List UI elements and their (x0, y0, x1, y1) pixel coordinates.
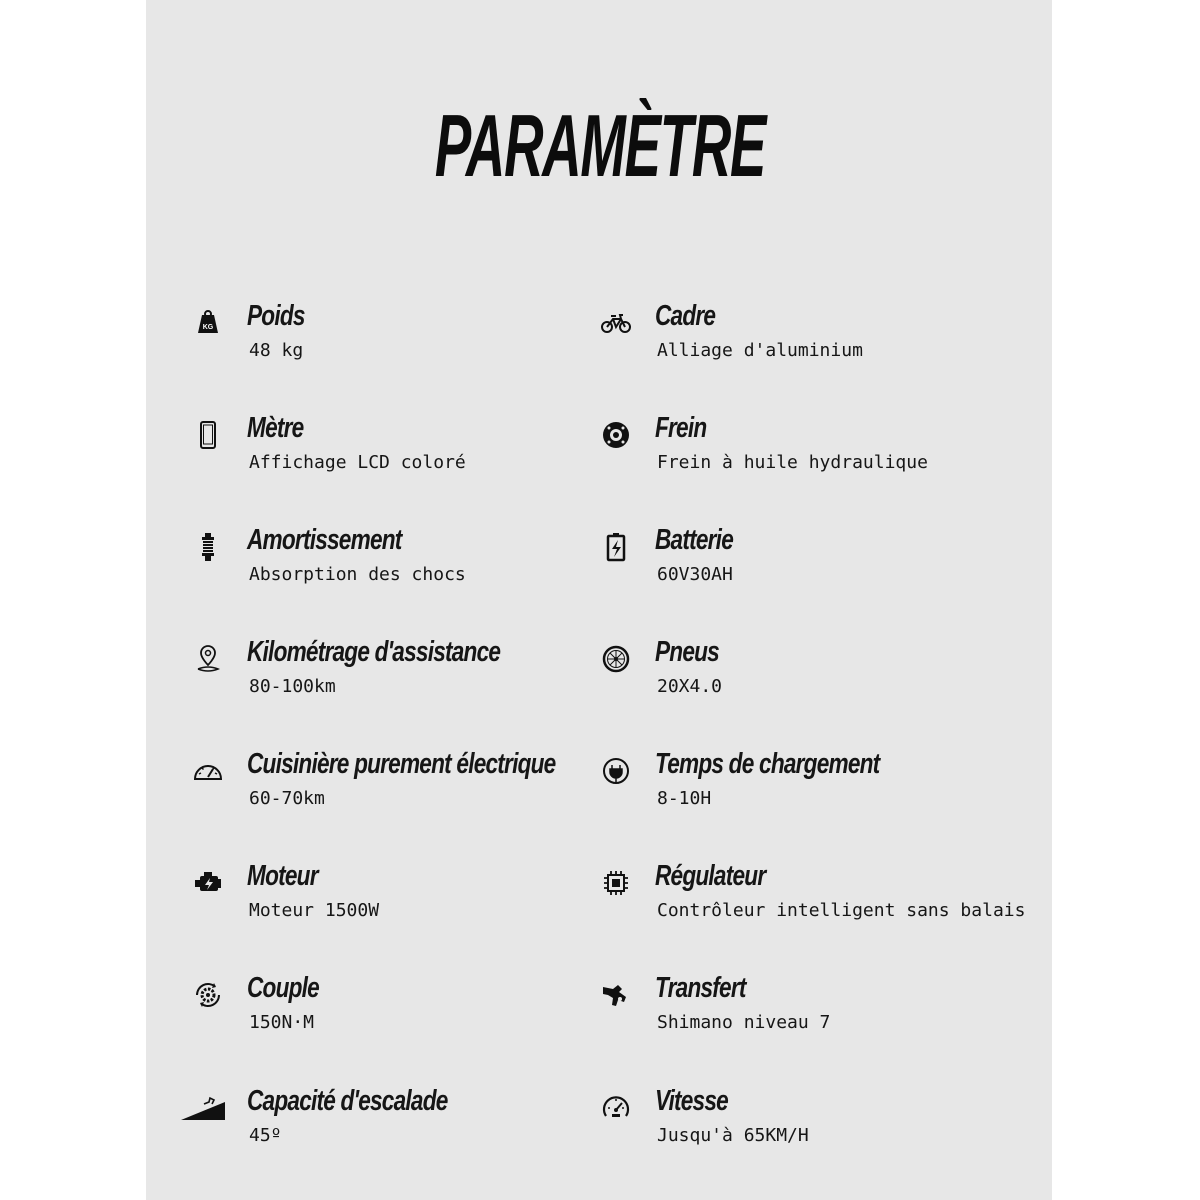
spec-item-motor (190, 860, 610, 945)
spec-label: Couple (247, 972, 319, 1004)
spec-value: Jusqu'à 65KM/H (657, 1125, 809, 1146)
torque-gear-icon (190, 977, 226, 1013)
brake-disc-icon (598, 417, 634, 453)
spec-item-meter (190, 412, 610, 497)
derailleur-icon (598, 977, 634, 1013)
spec-value: Contrôleur intelligent sans balais (657, 900, 1026, 921)
spec-value: Absorption des chocs (249, 564, 466, 585)
spec-item-controller (598, 860, 1026, 945)
svg-text:KG: KG (202, 324, 214, 331)
spec-value: Affichage LCD coloré (249, 452, 466, 473)
spec-item-tires (598, 636, 1018, 721)
spec-item-frame (598, 300, 1018, 385)
spec-value: Moteur 1500W (249, 900, 380, 921)
battery-icon (598, 529, 634, 565)
spec-label: Moteur (247, 860, 318, 892)
motor-icon (190, 865, 226, 901)
shock-absorber-icon (190, 529, 226, 565)
spec-value: 80-100km (249, 676, 336, 697)
spec-label: Cuisinière purement électrique (247, 748, 556, 780)
spec-label: Vitesse (655, 1085, 728, 1117)
weight-icon (190, 305, 226, 341)
spec-value: 60-70km (249, 788, 325, 809)
location-pin-icon (190, 641, 226, 677)
spec-label: Temps de chargement (655, 748, 880, 780)
spec-value: 48 kg (249, 340, 304, 361)
spec-item-climbing (180, 1085, 600, 1170)
spec-value: 60V30AH (657, 564, 733, 585)
spec-value: Shimano niveau 7 (657, 1012, 831, 1033)
chip-icon (598, 865, 634, 901)
spec-label: Cadre (655, 300, 716, 332)
page-title: PARAMÈTRE (434, 96, 766, 195)
spec-label: Kilométrage d'assistance (247, 636, 501, 668)
spec-item-suspension (190, 524, 610, 609)
spec-label: Régulateur (655, 860, 766, 892)
spec-value: 20X4.0 (657, 676, 723, 697)
spec-item-shifter (598, 972, 1018, 1057)
spec-item-brake (598, 412, 1018, 497)
spec-item-electric-range (190, 748, 610, 833)
spec-item-charge-time (598, 748, 1018, 833)
speedometer-icon (598, 1090, 634, 1126)
phone-display-icon (190, 417, 226, 453)
spec-label: Batterie (655, 524, 733, 556)
spec-label: Pneus (655, 636, 719, 668)
spec-label: Frein (655, 412, 707, 444)
spec-label: Poids (247, 300, 305, 332)
gauge-icon (190, 753, 226, 789)
spec-label: Amortissement (247, 524, 402, 556)
spec-label: Capacité d'escalade (247, 1085, 448, 1117)
spec-value: 150N·M (249, 1012, 315, 1033)
wheel-icon (598, 641, 634, 677)
spec-label: Mètre (247, 412, 304, 444)
charging-plug-icon (598, 753, 634, 789)
spec-item-battery (598, 524, 1018, 609)
bicycle-icon (598, 305, 634, 341)
spec-value: 45º (249, 1125, 282, 1146)
spec-label: Transfert (655, 972, 746, 1004)
spec-item-assist-range (190, 636, 610, 721)
spec-value: Frein à huile hydraulique (657, 452, 928, 473)
spec-value: 8-10H (657, 788, 712, 809)
spec-value: Alliage d'aluminium (657, 340, 863, 361)
slope-icon (180, 1090, 226, 1126)
spec-item-weight (190, 300, 610, 385)
spec-item-speed (598, 1085, 1018, 1170)
spec-item-torque (190, 972, 610, 1057)
